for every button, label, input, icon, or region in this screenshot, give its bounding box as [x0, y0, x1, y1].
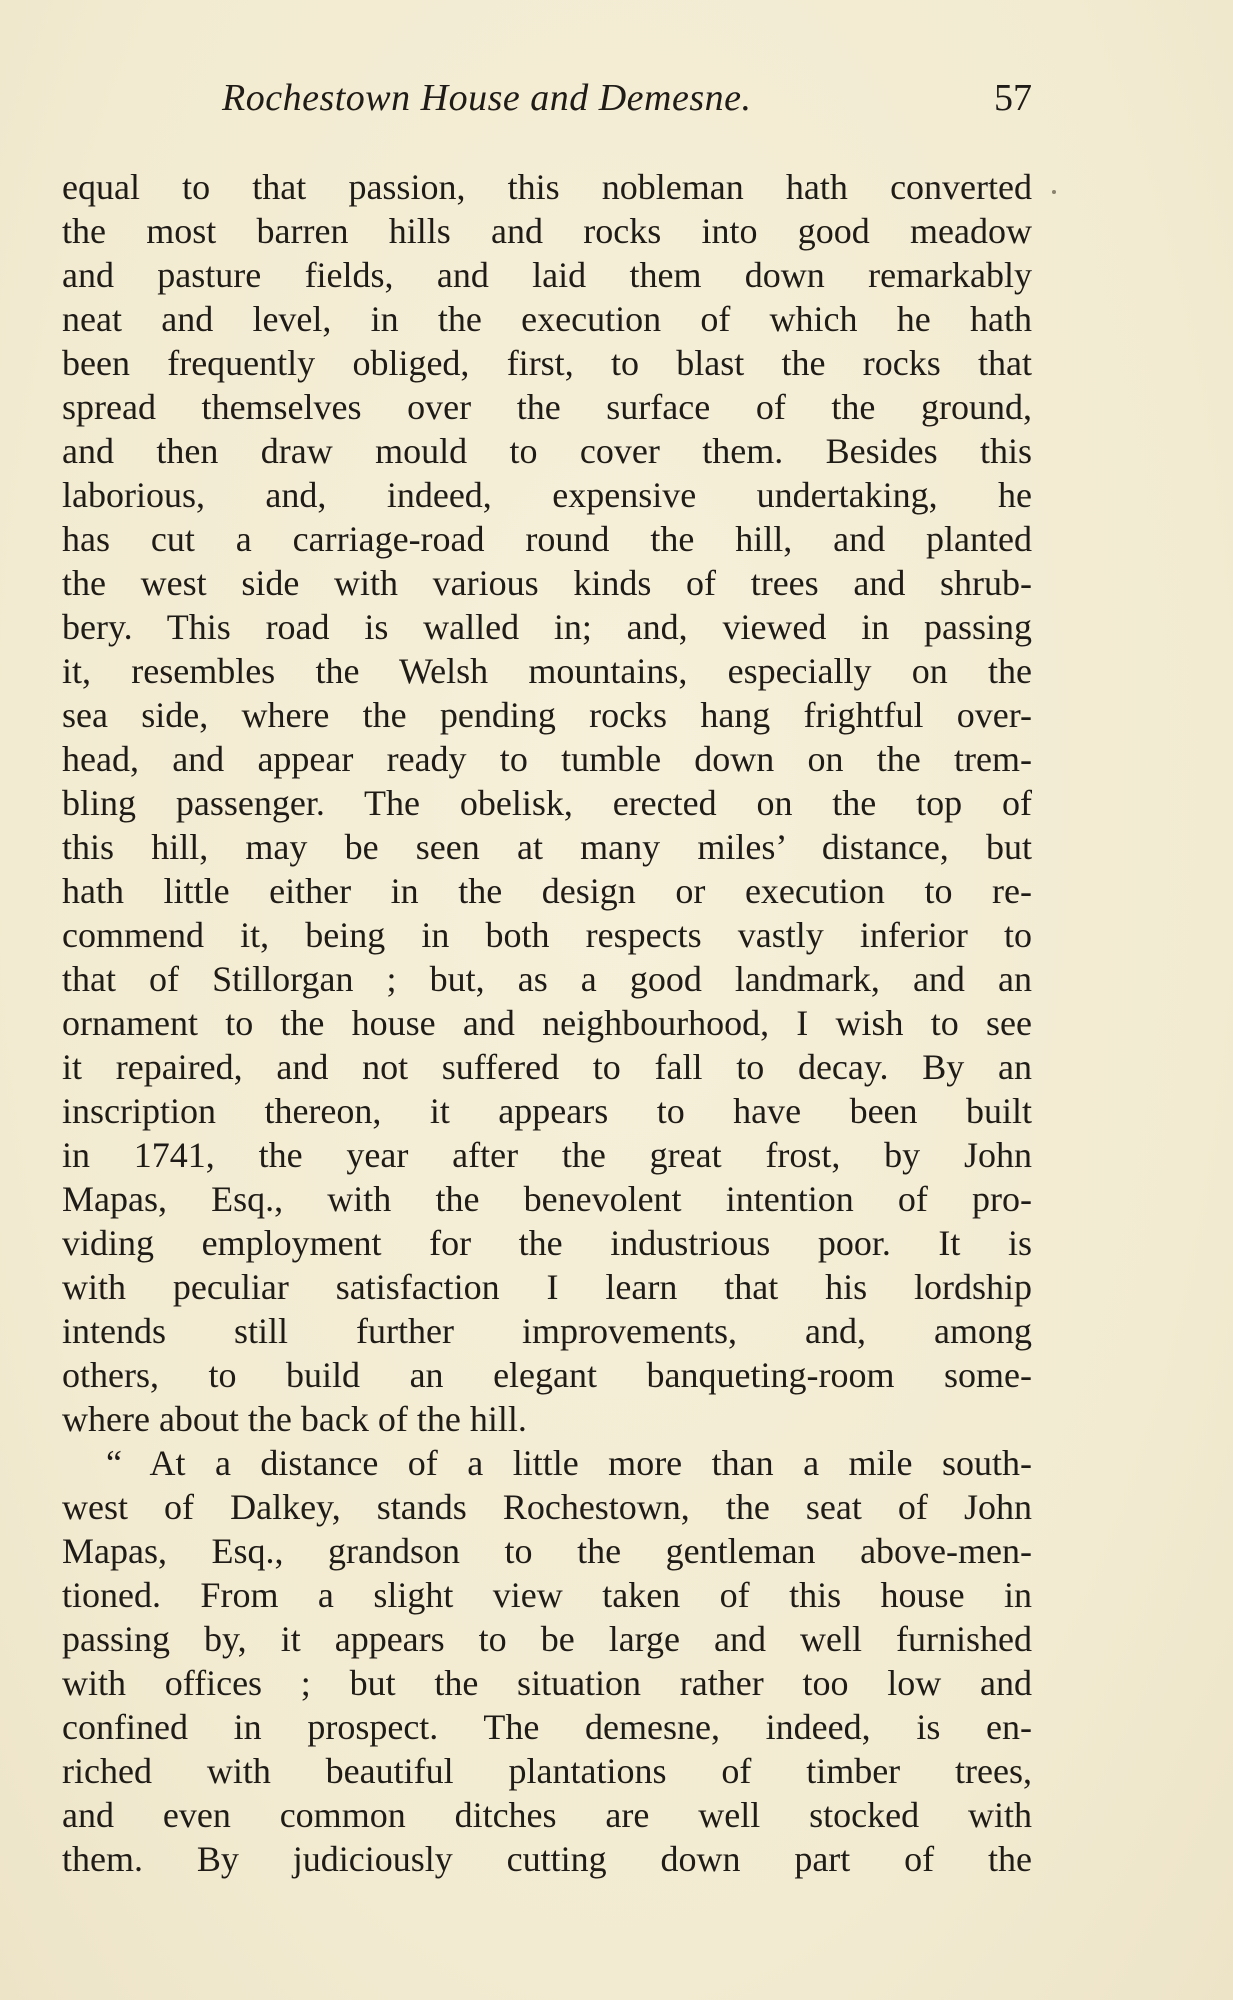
text-line: equal to that passion, this nobleman hath converted	[62, 167, 1032, 207]
text-line: laborious, and, indeed, expensive undertaking, he	[62, 475, 1032, 515]
paragraph-end-line: where about the back of the hill.	[62, 1399, 527, 1439]
text-line: and pasture fields, and laid them down remarkably	[62, 255, 1032, 295]
page-number: 57	[994, 77, 1032, 119]
text-line: viding employment for the industrious poor. It is	[62, 1223, 1032, 1263]
text-line: with peculiar satisfaction I learn that his lordship	[62, 1267, 1032, 1307]
text-line: confined in prospect. The demesne, indeed, is en-	[62, 1707, 1032, 1747]
text-line: it repaired, and not suffered to fall to decay. By an	[62, 1047, 1032, 1087]
text-line: bling passenger. The obelisk, erected on the top of	[62, 783, 1032, 823]
text-line: spread themselves over the surface of the ground,	[62, 387, 1032, 427]
text-line: and even common ditches are well stocked with	[62, 1795, 1032, 1835]
text-line: Mapas, Esq., with the benevolent intention of pro-	[62, 1179, 1032, 1219]
text-line: passing by, it appears to be large and well furnished	[62, 1619, 1032, 1659]
text-line: intends still further improvements, and, among	[62, 1311, 1032, 1351]
text-line: been frequently obliged, first, to blast the rocks that	[62, 343, 1032, 383]
running-title: Rochestown House and Demesne.	[222, 77, 752, 119]
text-line: the most barren hills and rocks into good meadow	[62, 211, 1032, 251]
text-line: them. By judiciously cutting down part of the	[62, 1839, 1032, 1879]
text-line: with offices ; but the situation rather too low and	[62, 1663, 1032, 1703]
ink-speck	[1052, 190, 1056, 194]
text-line: west of Dalkey, stands Rochestown, the seat of John	[62, 1487, 1032, 1527]
text-line: inscription thereon, it appears to have been built	[62, 1091, 1032, 1131]
text-line: this hill, may be seen at many miles’ distance, but	[62, 827, 1032, 867]
text-line: Mapas, Esq., grandson to the gentleman above-men-	[62, 1531, 1032, 1571]
running-head	[62, 76, 1032, 126]
text-line: commend it, being in both respects vastly inferior to	[62, 915, 1032, 955]
text-line: riched with beautiful plantations of timber trees,	[62, 1751, 1032, 1791]
text-line: and then draw mould to cover them. Besides this	[62, 431, 1032, 471]
text-line: sea side, where the pending rocks hang frightful over-	[62, 695, 1032, 735]
text-line: the west side with various kinds of trees and shrub-	[62, 563, 1032, 603]
text-line: others, to build an elegant banqueting-room some-	[62, 1355, 1032, 1395]
text-line: it, resembles the Welsh mountains, especially on the	[62, 651, 1032, 691]
text-line: has cut a carriage-road round the hill, and planted	[62, 519, 1032, 559]
text-line: in 1741, the year after the great frost, by John	[62, 1135, 1032, 1175]
text-line: hath little either in the design or execution to re-	[62, 871, 1032, 911]
text-line: ornament to the house and neighbourhood, I wish to see	[62, 1003, 1032, 1043]
body-text	[62, 165, 1032, 1881]
text-line: bery. This road is walled in; and, viewed in passing	[62, 607, 1032, 647]
text-line: head, and appear ready to tumble down on the trem-	[62, 739, 1032, 779]
text-line: that of Stillorgan ; but, as a good landmark, and an	[62, 959, 1032, 999]
quote-opening-line: “ At a distance of a little more than a mile south-	[106, 1443, 1032, 1483]
text-line: tioned. From a slight view taken of this house in	[62, 1575, 1032, 1615]
text-line: neat and level, in the execution of which he hath	[62, 299, 1032, 339]
